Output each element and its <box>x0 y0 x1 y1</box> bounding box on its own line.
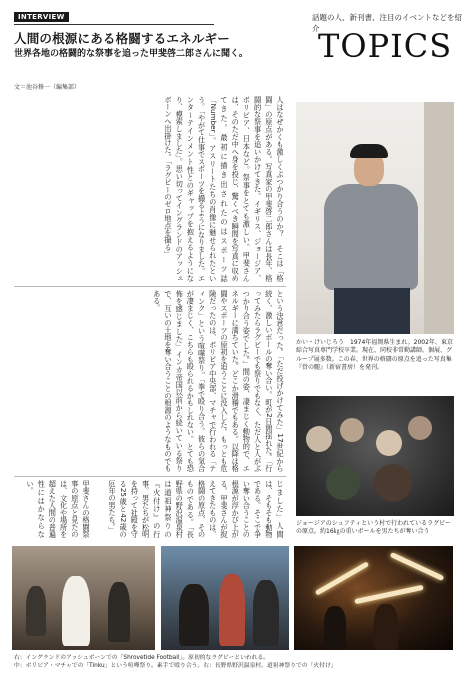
ashbourne-photo <box>12 546 155 650</box>
article-title: 人間の根源にある格闘するエネルギー <box>14 31 230 46</box>
body-text-3: じました」人間は、そもそも動物である。そこで争い奪い合うことの根源が浮かび上がる。甲斐さんが捉えてきたものは、格闘の原点、そのものである。「長野県の野沢温泉村は道祖神祭りの『火付け』の行事。男たちが松明を持って社殿を守る25歳と42歳の厄年の男たち。」 <box>107 480 285 538</box>
body-text-2: という決意だった。「ただ投げかけてみた」17世紀から続く、激しいボールの奪い合い。町が2日間揺れた。「行ってみたらラグビーでも祭りでもなく、ただ人と人がぶつかり合う姿でした。」間の姿、凄まじく動物的で、エネルギーに満ちていた。どこか滑稽でもある。以降は格闘やスポーツの原初を追うことに没入した。もっとも危険だったのは、ボリビア中央部、マチャで行われる「ティンク」という喧嘩祭り。「拳で殴り合う。彼らの気合が凄まじく、こちらも殴られるかもしれない。とても恐怖を感じました」インカ帝国以前から続いている祭りで、互いの土地を奪い合うことの根源のようなものでもある。 <box>152 290 285 472</box>
author-credit: 文＝池谷修一（編集部） <box>14 84 81 91</box>
georgia-game-photo <box>296 396 454 516</box>
body-column-4 <box>14 480 92 538</box>
header-rule <box>14 24 214 25</box>
body-column-3 <box>96 480 286 538</box>
bottom-caption-line-2: 中：ボリビア・マチャでの「Tinku」という喧嘩祭り。素手で殴り合う。右：長野県野沢温泉村。道祖神祭りでの「火付け」 <box>14 663 337 669</box>
section-subtitle: 話題の人、新刊書、注目のイベントなどを紹介 <box>312 13 462 33</box>
interview-tag: INTERVIEW <box>14 12 69 22</box>
section-title: TOPICS <box>318 27 453 65</box>
body-column-2 <box>14 290 286 472</box>
bottom-caption-line-1: 右：イングランドのアッシュボーンでの「Shrovetide Football」。原初的なラグビーといわれる。 <box>14 655 270 661</box>
tinku-photo <box>161 546 289 650</box>
article-subtitle: 世界各地の格闘的な祭事を追った甲斐啓二郎さんに聞く。 <box>14 49 248 59</box>
bottom-caption <box>14 654 454 670</box>
body-text-1: 人はなぜかくも激しくぶつかり合うのか？ そこは「格闘」の原点がある。写真家の甲斐啓二郎さんは長年、格闘的な祭事を追いかけてきた。イギリス、ジョージア、ボリビア、日本など。祭事をとても激しい。甲斐さんは、そのただ中へ身を投じ、驚くべき瞬間を写真に収めてきた。最初に描き出されたのはスポーツ誌「Number」。アスリートたちの肖像に魅せられたという。「やがて仕事でスポーツを撮るようになりました。エンターテインメント性とのギャップを抱えるようになり、模索しました」。思い切ってイングランドのアッシュボーンへ出掛けた。「ラグビーのゼロ地点を撮る」 <box>163 96 285 282</box>
body-column-1 <box>14 96 286 282</box>
column-divider <box>14 286 286 287</box>
portrait-photo <box>296 102 454 334</box>
portrait-caption: かい・けいじろう 1974年福岡県生まれ。2002年、東京綜合写真専門学校卒業。現在、同校非常勤講師。個展、グループ展多数。この春、世界の格闘の原点を追った写真集『骨の髄』（新宿書房）を発刊。 <box>296 339 453 372</box>
column-divider <box>14 476 286 477</box>
body-text-4: 甲斐さんの格闘祭事の原点と見たのは、文化や場所を超えた人間の普遍性にはかならない。 <box>25 480 91 538</box>
game-caption: ジョージアのシュフティという村で行われているラグビーの原点。約16㎏の重いボールを男たちが奪い合う <box>296 520 451 536</box>
nozawa-fire-photo <box>294 546 453 650</box>
